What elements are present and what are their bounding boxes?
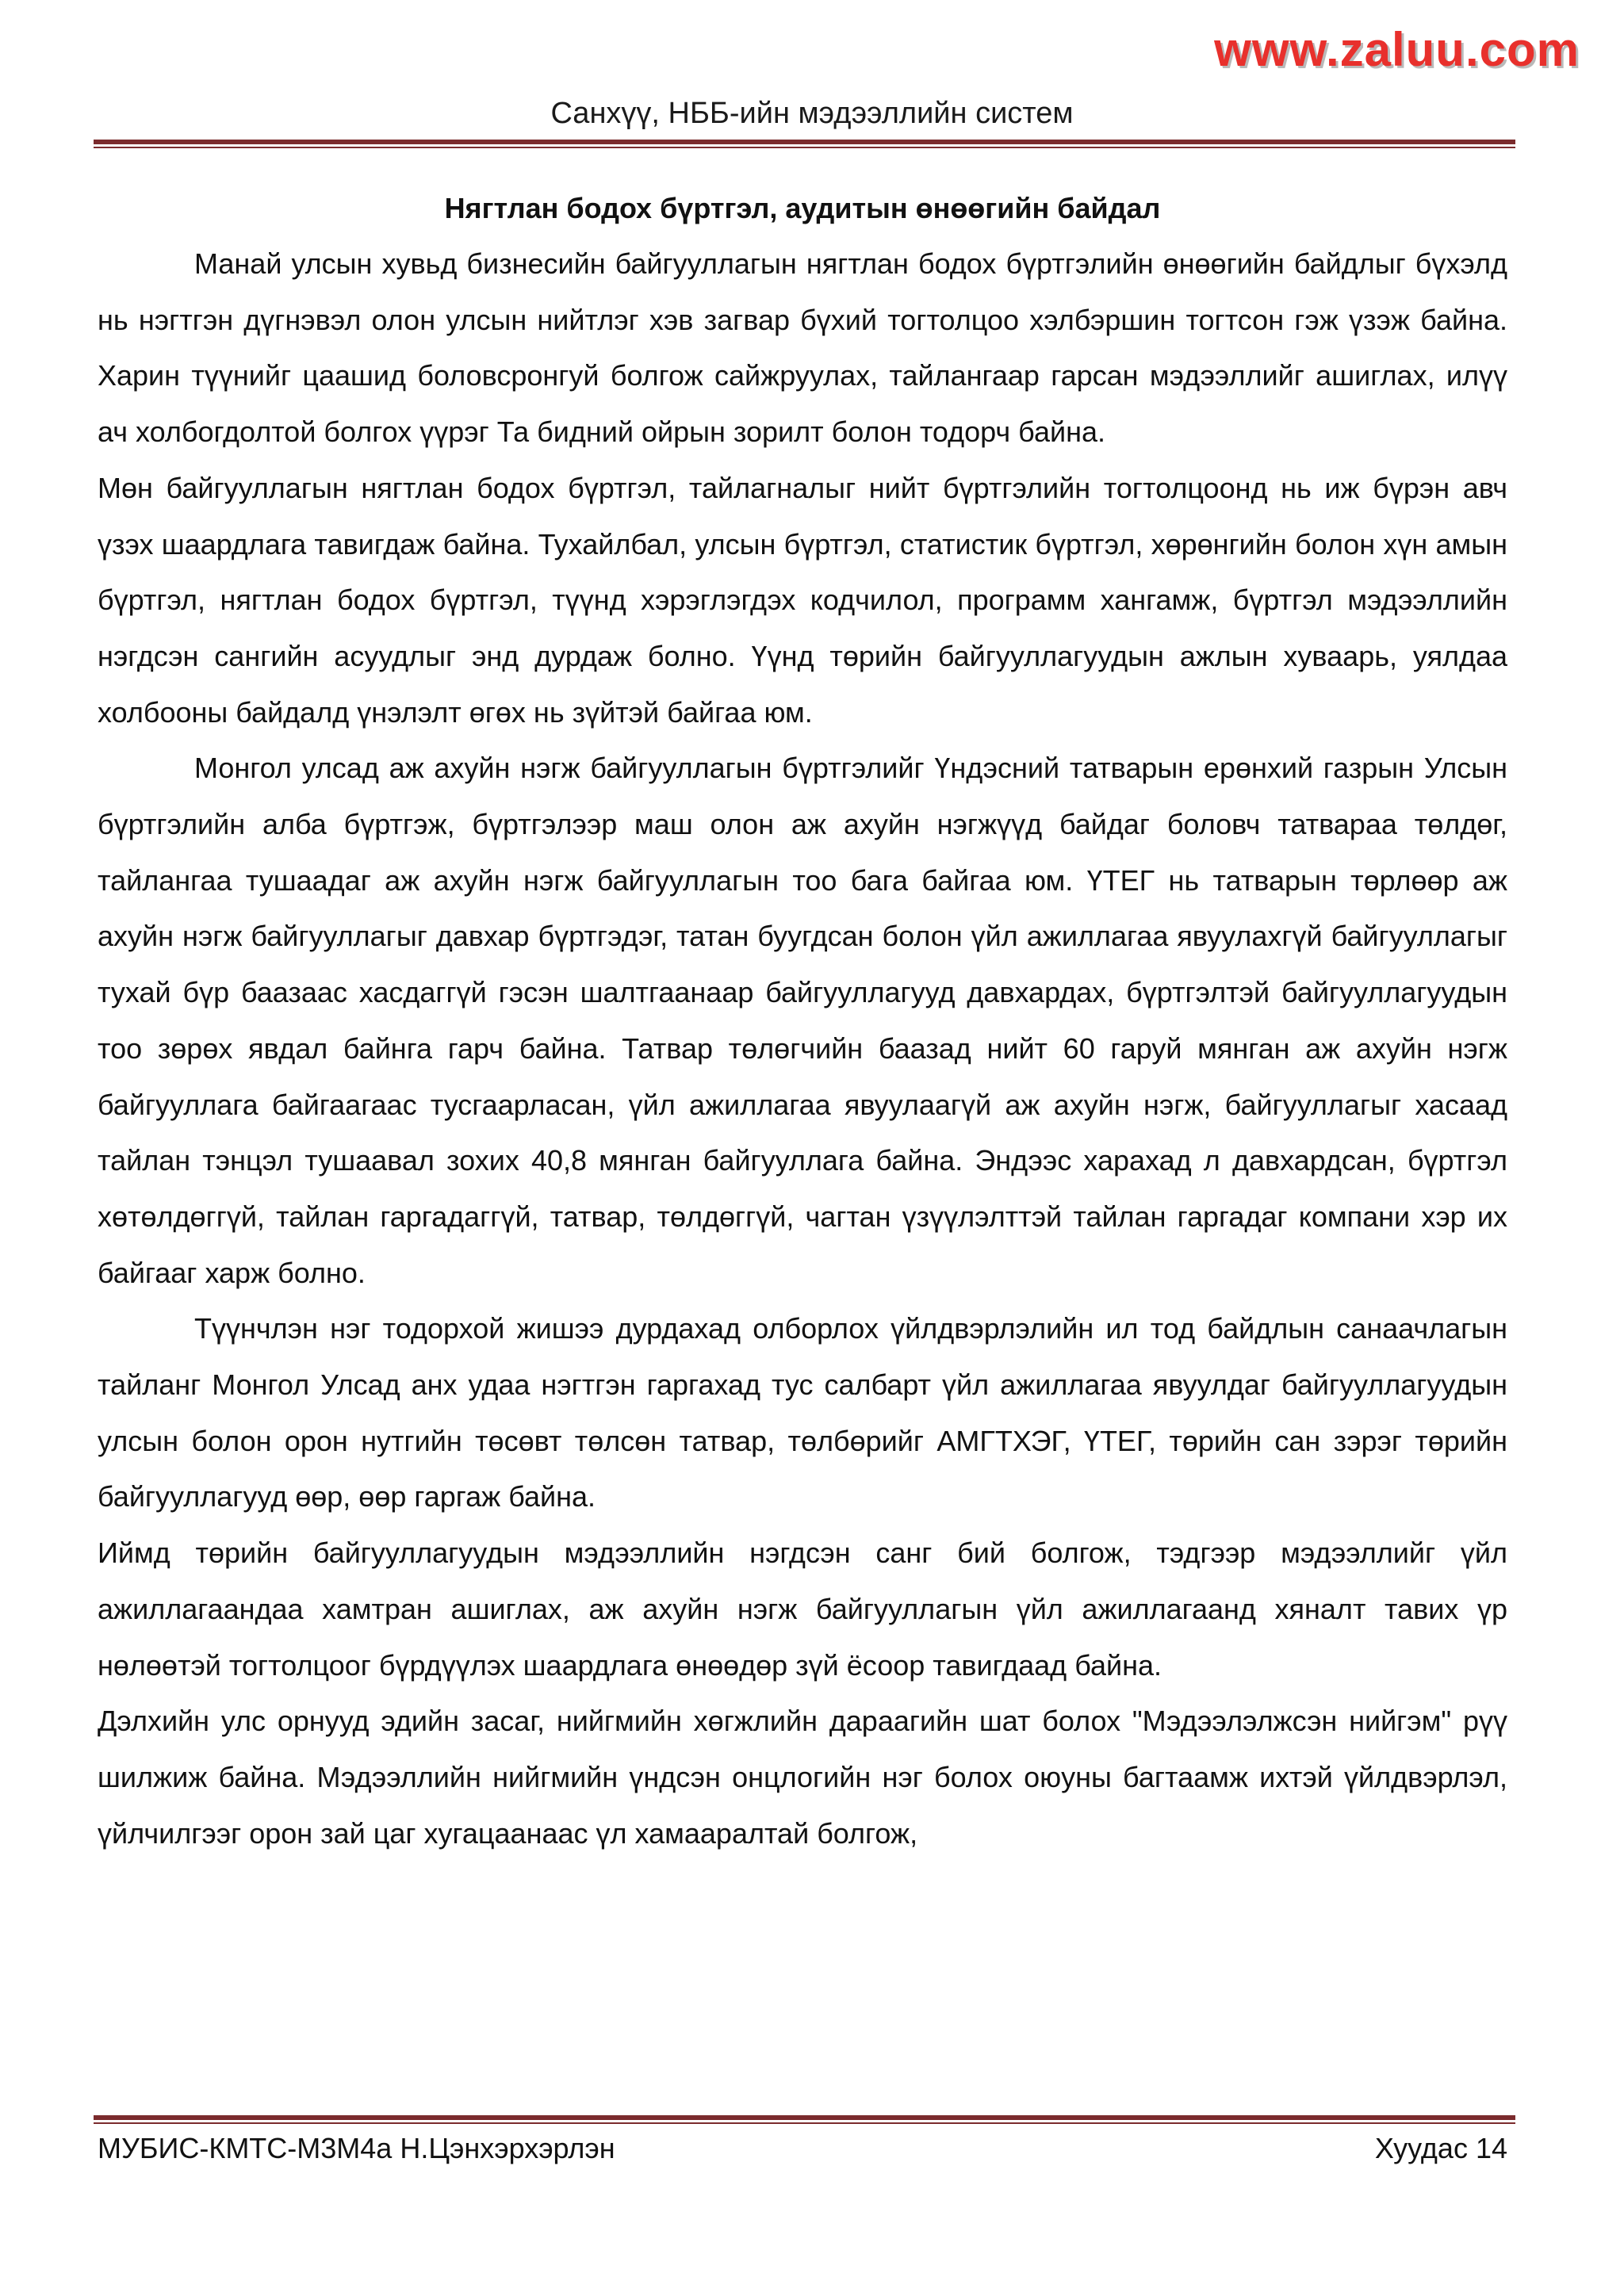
header-divider [94,140,1515,148]
footer-author: МУБИС-КМТС-М3М4а Н.Цэнхэрхэрлэн [98,2132,615,2164]
footer-divider [94,2115,1515,2124]
paragraph-4: Түүнчлэн нэг тодорхой жишээ дурдахад олборлох үйлдвэрлэлийн ил тод байдлын санаачлагын тайланг Монгол Улсад анх удаа нэгтгэн гаргахад тус салбарт үйл ажиллагаа явуулдаг байгууллагуудын улсын болон орон нутгийн төсөвт төлсөн татвар, төлбөрийг АМГТХЭГ, ҮТЕГ, төрийн сан зэрэг төрийн байгууллагууд өөр, өөр гаргаж байна. [98,1312,1507,1513]
paragraph-6: Дэлхийн улс орнууд эдийн засаг, нийгмийн хөгжлийн дараагийн шат болох "Мэдээлэлжсэн нийгэм" рүү шилжиж байна. Мэдээллийн нийгмийн үндсэн онцлогийн нэг болох оюуны багтаамж ихтэй үйлдвэрлэл, үйлчилгээг орон зай цаг хугацаанаас үл хамааралтай болгож, [98,1705,1507,1850]
header-divider-thick-line [94,140,1515,144]
paragraph-5: Иймд төрийн байгууллагуудын мэдээллийн нэгдсэн санг бий болгож, тэдгээр мэдээллийг үйл ажиллагаандаа хамтран ашиглах, аж ахуйн нэгж байгууллагын үйл ажиллагаанд хяналт тавих үр нөлөөтэй тогтолцоог бүрдүүлэх шаардлага өнөөдөр зүй ёсоор тавигдаад байна. [98,1536,1507,1682]
footer-divider-thick-line [94,2115,1515,2120]
paragraph-1: Манай улсын хувьд бизнесийн байгууллагын нягтлан бодох бүртгэлийн өнөөгийн байдлыг бүхэлд нь нэгтгэн дүгнэвэл олон улсын нийтлэг хэв загвар бүхий тогтолцоо хэлбэршин тогтсон гэж үзэж байна. Харин түүнийг цаашид боловсронгуй болгож сайжруулах, тайлангаар гарсан мэдээллийг ашиглах, илүү ач холбогдолтой болгох үүрэг Та бидний ойрын зорилт болон тодорч байна. [98,247,1507,449]
site-watermark: www.zaluu.com [1214,23,1580,76]
running-header-title: Санхүү, НББ-ийн мэдээллийн систем [550,97,1074,130]
footer-divider-thin-line [94,2122,1515,2124]
paragraph-3: Монгол улсад аж ахуйн нэгж байгууллагын бүртгэлийг Үндэсний татварын ерөнхий газрын Улсын бүртгэлийн алба бүртгэж, бүртгэлээр маш олон аж ахуйн нэгжүүд байдаг боловч татвараа төлдөг, тайлангаа тушаадаг аж ахуйн нэгж байгууллагын тоо бага байгаа юм. ҮТЕГ нь татварын төрлөөр аж ахуйн нэгж байгууллагыг давхар бүртгэдэг, татан буугдсан болон үйл ажиллагаа явуулахгүй байгууллагыг тухай бүр баазаас хасдаггүй гэсэн шалтгаанаар байгууллагууд давхардах, бүртгэлтэй байгууллагуудын тоо зөрөх явдал байнга гарч байна. Татвар төлөгчийн баазад нийт 60 гаруй мянган аж ахуйн нэгж байгууллага байгаагаас тусгаарласан, үйл ажиллагаа явуулаагүй аж ахуйн нэгж, байгууллагыг хасаад тайлан тэнцэл тушаавал зохих 40,8 мянган байгууллага байна. Эндээс харахад л давхардсан, бүртгэл хөтөлдөггүй, тайлан гаргадаггүй, татвар, төлдөггүй, чагтан үзүүлэлттэй тайлан гаргадаг компани хэр их байгааг харж болно. [98,752,1507,1289]
header-divider-thin-line [94,147,1515,148]
document-body [98,181,1507,1862]
section-title: Нягтлан бодох бүртгэл, аудитын өнөөгийн байдал [444,192,1161,224]
footer-page-number: Хуудас 14 [1374,2132,1507,2164]
paragraph-2: Мөн байгууллагын нягтлан бодох бүртгэл, тайлагналыг нийт бүртгэлийн тогтолцоонд нь иж бүрэн авч үзэх шаардлага тавигдаж байна. Тухайлбал, улсын бүртгэл, статистик бүртгэл, хөрөнгийн болон хүн амын бүртгэл, нягтлан бодох бүртгэл, түүнд хэрэглэгдэх кодчилол, программ хангамж, бүртгэл мэдээллийн нэгдсэн сангийн асуудлыг энд дурдаж болно. Үүнд төрийн байгууллагуудын ажлын хуваарь, уялдаа холбооны байдалд үнэлэлт өгөх нь зүйтэй байгаа юм. [98,471,1507,729]
